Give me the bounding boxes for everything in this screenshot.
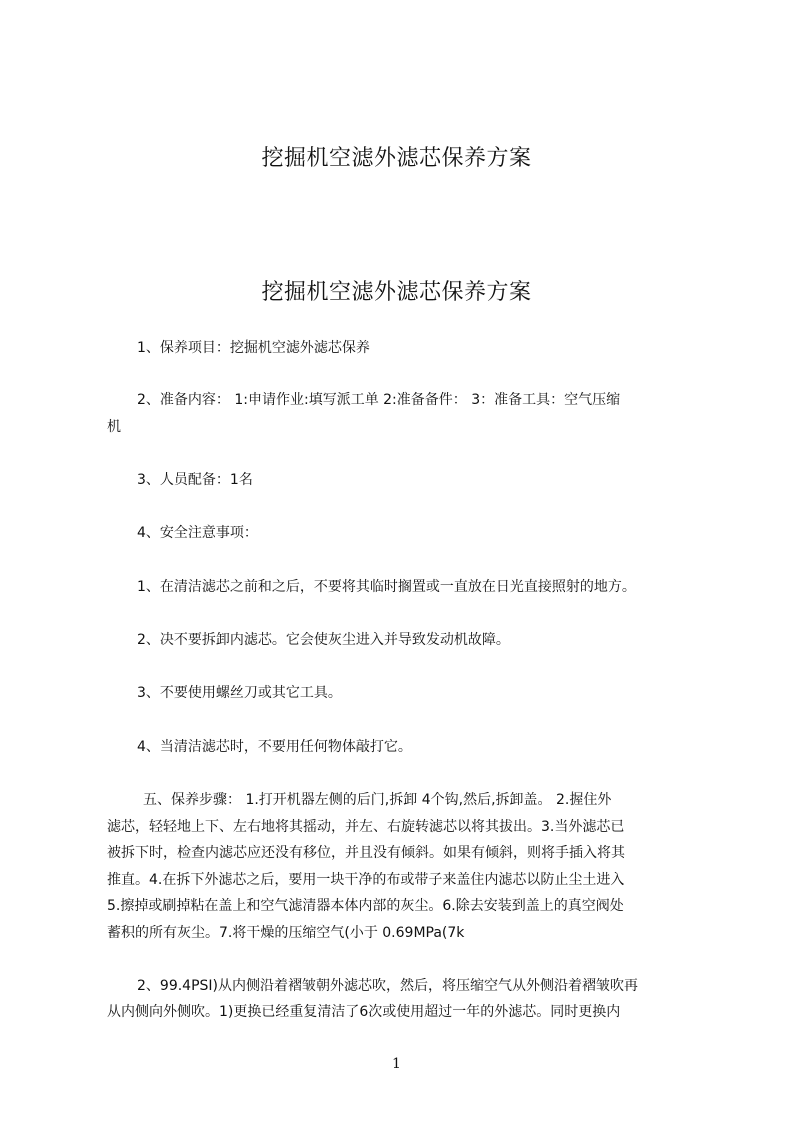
paragraph-maintenance-item: 1、保养项目：挖掘机空滤外滤芯保养 [137, 340, 370, 356]
safety-note-2: 2、决不要拆卸内滤芯。它会使灰尘进入并导致发动机故障。 [137, 632, 510, 648]
steps-line-4: 推直。4.在拆下外滤芯之后，要用一块干净的布或带子来盖住内滤芯以防止尘土进入 [107, 872, 625, 888]
safety-note-4: 4、当清洁滤芯时，不要用任何物体敲打它。 [137, 739, 412, 755]
steps-line-6: 蓄积的所有灰尘。7.将干燥的压缩空气(小于 0.69MPa(7k [107, 925, 465, 941]
steps-line-5: 5.擦掉或刷掉粘在盖上和空气滤清器本体内部的灰尘。6.除去安装到盖上的真空阀处 [107, 898, 624, 914]
paragraph-preparation-cont: 机 [107, 419, 121, 435]
document-title: 挖掘机空滤外滤芯保养方案 [261, 280, 532, 305]
paragraph-personnel: 3、人员配备：1名 [137, 472, 253, 488]
steps-line-3: 被拆下时，检查内滤芯应还没有移位，并且没有倾斜。如果有倾斜，则将手插入将其 [107, 845, 625, 861]
final-line-1: 2、99.4PSI)从内侧沿着褶皱朝外滤芯吹，然后，将压缩空气从外侧沿着褶皱吹再 [137, 978, 638, 994]
paragraph-safety-heading: 4、安全注意事项： [137, 525, 258, 541]
safety-note-1: 1、在清洁滤芯之前和之后，不要将其临时搁置或一直放在日光直接照射的地方。 [137, 579, 636, 595]
steps-line-1: 五、保养步骤： 1.打开机器左侧的后门,拆卸 4个钩,然后,拆卸盖。 2.握住外 [143, 792, 612, 808]
final-line-2: 从内侧向外侧吹。1)更换已经重复清洁了6次或使用超过一年的外滤芯。同时更换内 [107, 1004, 621, 1020]
steps-line-2: 滤芯，轻轻地上下、左右地将其摇动，并左、右旋转滤芯以将其拔出。3.当外滤芯已 [107, 819, 625, 835]
safety-note-3: 3、不要使用螺丝刀或其它工具。 [137, 685, 342, 701]
cover-title: 挖掘机空滤外滤芯保养方案 [261, 146, 532, 171]
page-number: 1 [392, 1056, 401, 1072]
paragraph-preparation: 2、准备内容： 1:申请作业:填写派工单 2:准备备件： 3：准备工具：空气压缩 [137, 392, 621, 408]
